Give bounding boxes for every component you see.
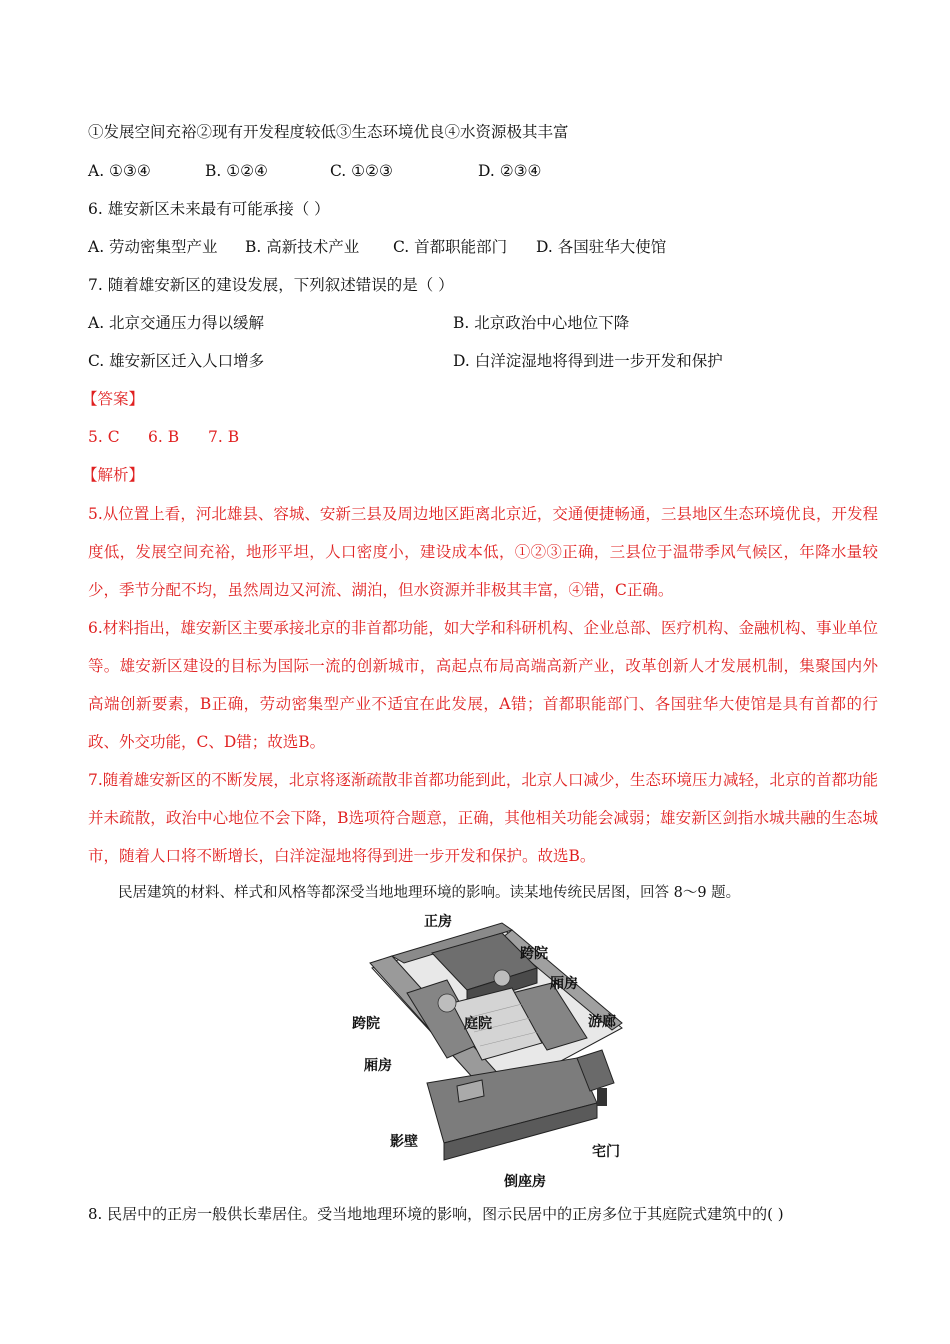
q5-option-c: C. ①②③ [330, 162, 393, 180]
q5-statements: ①发展空间充裕②现有开发程度较低③生态环境优良④水资源极其丰富 [88, 123, 569, 141]
label-tingyuan: 庭院 [464, 1016, 492, 1032]
label-youlang: 游廊 [588, 1014, 616, 1030]
label-kuayuan-left: 跨院 [352, 1016, 380, 1032]
q6-option-c: C. 首都职能部门 [393, 238, 508, 256]
analysis-header: 【解析】 [82, 466, 145, 484]
q7-option-b: B. 北京政治中心地位下降 [453, 314, 630, 332]
courtyard-house-illustration [352, 908, 642, 1198]
q7-stem: 7. 随着雄安新区的建设发展，下列叙述错误的是（ ） [88, 276, 454, 294]
q7-option-a: A. 北京交通压力得以缓解 [88, 314, 265, 332]
gate-door [597, 1088, 607, 1106]
q6-option-d: D. 各国驻华大使馆 [536, 238, 667, 256]
label-daozuofang: 倒座房 [504, 1174, 546, 1190]
q6-stem: 6. 雄安新区未来最有可能承接（ ） [88, 200, 330, 218]
tree-icon [494, 970, 510, 986]
answer-7: 7. B [208, 428, 240, 446]
analysis-5: 5.从位置上看，河北雄县、容城、安新三县及周边地区距离北京近，交通便捷畅通，三县地区生态环境优良，开发程度低，发展空间充裕，地形平坦，人口密度小，建设成本低，①②③正确，三县位于温带季风气候区，年降水量较少，季节分配不均，虽然周边又河流、湖泊，但水资源并非极其丰富，④错，C正确。 [88, 505, 878, 599]
tree-icon [438, 994, 456, 1012]
q5-option-d: D. ②③④ [478, 162, 542, 180]
q7-option-d: D. 白洋淀湿地将得到进一步开发和保护 [453, 352, 723, 370]
label-xiangfang-left: 厢房 [364, 1058, 392, 1074]
label-yingbi: 影壁 [390, 1134, 418, 1150]
q7-option-c: C. 雄安新区迁入人口增多 [88, 352, 265, 370]
q6-option-a: A. 劳动密集型产业 [88, 238, 218, 256]
label-zhaimen: 宅门 [592, 1144, 620, 1160]
q8-stem: 8. 民居中的正房一般供长辈居住。受当地地理环境的影响，图示民居中的正房多位于其庭院式建筑中的( ) [88, 1205, 784, 1223]
label-zhengfang: 正房 [424, 914, 452, 930]
q5-option-a: A. ①③④ [88, 162, 151, 180]
q5-option-b: B. ①②④ [205, 162, 268, 180]
label-xiangfang-right: 厢房 [550, 976, 578, 992]
label-kuayuan-top: 跨院 [520, 946, 548, 962]
answer-6: 6. B [148, 428, 180, 446]
answer-5: 5. C [88, 428, 120, 446]
analysis-7: 7.随着雄安新区的不断发展，北京将逐渐疏散非首都功能到此，北京人口减少，生态环境压力减轻，北京的首都功能并未疏散，政治中心地位不会下降，B选项符合题意，正确，其他相关功能会减弱；雄安新区剑指水城共融的生态城市，随着人口将不断增长，白洋淀湿地将得到进一步开发和保护。故选B。 [88, 771, 878, 865]
intro-8-9: 民居建筑的材料、样式和风格等都深受当地地理环境的影响。读某地传统民居图，回答 8～9 题。 [118, 885, 741, 901]
answer-header: 【答案】 [82, 390, 145, 408]
q6-option-b: B. 高新技术产业 [245, 238, 360, 256]
analysis-6: 6.材料指出，雄安新区主要承接北京的非首都功能，如大学和科研机构、企业总部、医疗机构、金融机构、事业单位等。雄安新区建设的目标为国际一流的创新城市，高起点布局高端高新产业，改革创新人才发展机制，集聚国内外高端创新要素，B正确，劳动密集型产业不适宜在此发展，A错；首都职能部门、各国驻华大使馆是具有首都的行政、外交功能，C、D错；故选B。 [88, 619, 878, 751]
